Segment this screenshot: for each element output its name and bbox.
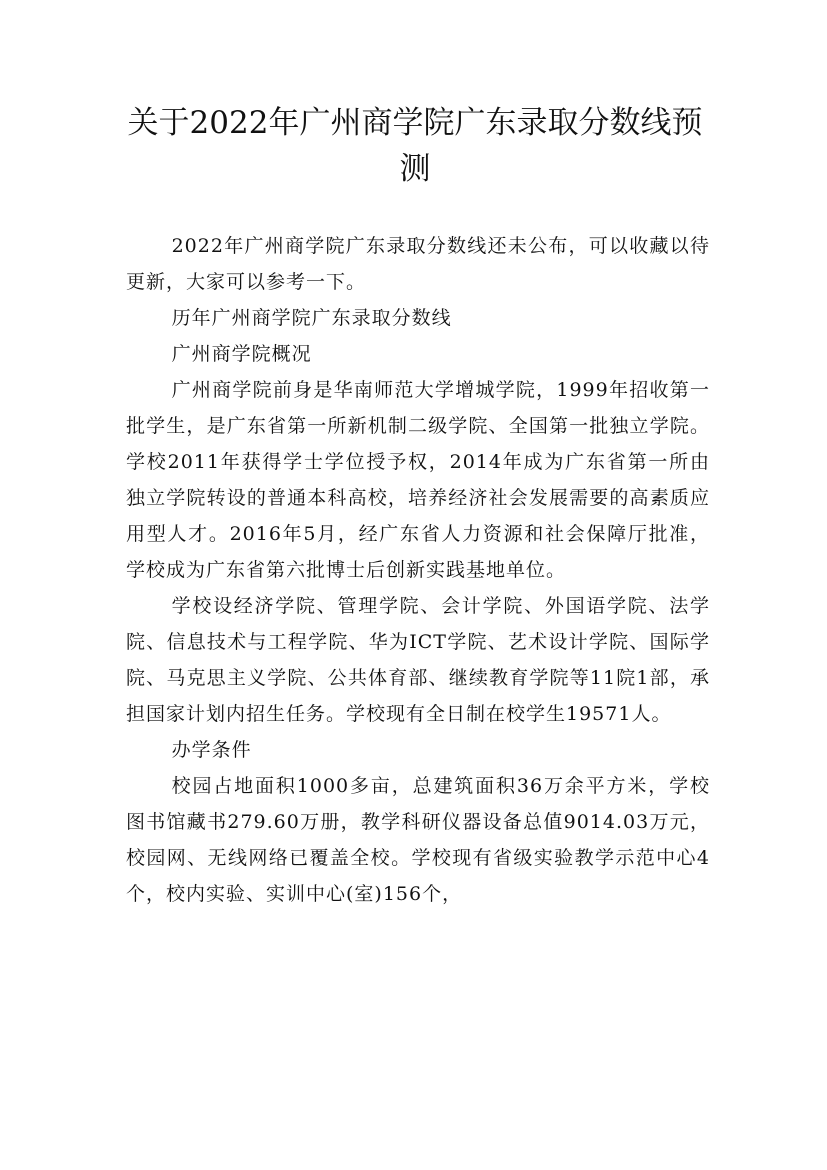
paragraph-overview: 广州商学院前身是华南师范大学增城学院，1999年招收第一批学生，是广东省第一所新机制二级学院、全国第一批独立学院。学校2011年获得学士学位授予权，2014年成为广东省第一所由独立学院转设的普通本科高校，培养经济社会发展需要的高素质应用型人才。2016年5月，经广东省人力资源和社会保障厅批准，学校成为广东省第六批博士后创新实践基地单位。 [126,379,710,581]
paragraph-overview-heading: 广州商学院概况 [171,343,312,365]
paragraph-schools: 学校设经济学院、管理学院、会计学院、外国语学院、法学院、信息技术与工程学院、华为ICT学院、艺术设计学院、国际学院、马克思主义学院、公共体育部、继续教育学院等11院1部，承担国家计划内招生任务。学校现有全日制在校学生19571人。 [126,595,710,725]
document-title: 关于2022年广州商学院广东录取分数线预测 [127,105,703,187]
paragraph-conditions-heading: 办学条件 [171,739,252,761]
paragraph-history-heading: 历年广州商学院广东录取分数线 [171,307,452,329]
document-body [126,228,710,912]
paragraph-conditions: 校园占地面积1000多亩，总建筑面积36万余平方米，学校图书馆藏书279.60万册，教学科研仪器设备总值9014.03万元，校园网、无线网络已覆盖全校。学校现有省级实验教学示范中心4个，校内实验、实训中心(室)156个， [126,775,710,905]
paragraph-intro: 2022年广州商学院广东录取分数线还未公布，可以收藏以待更新，大家可以参考一下。 [126,235,710,293]
